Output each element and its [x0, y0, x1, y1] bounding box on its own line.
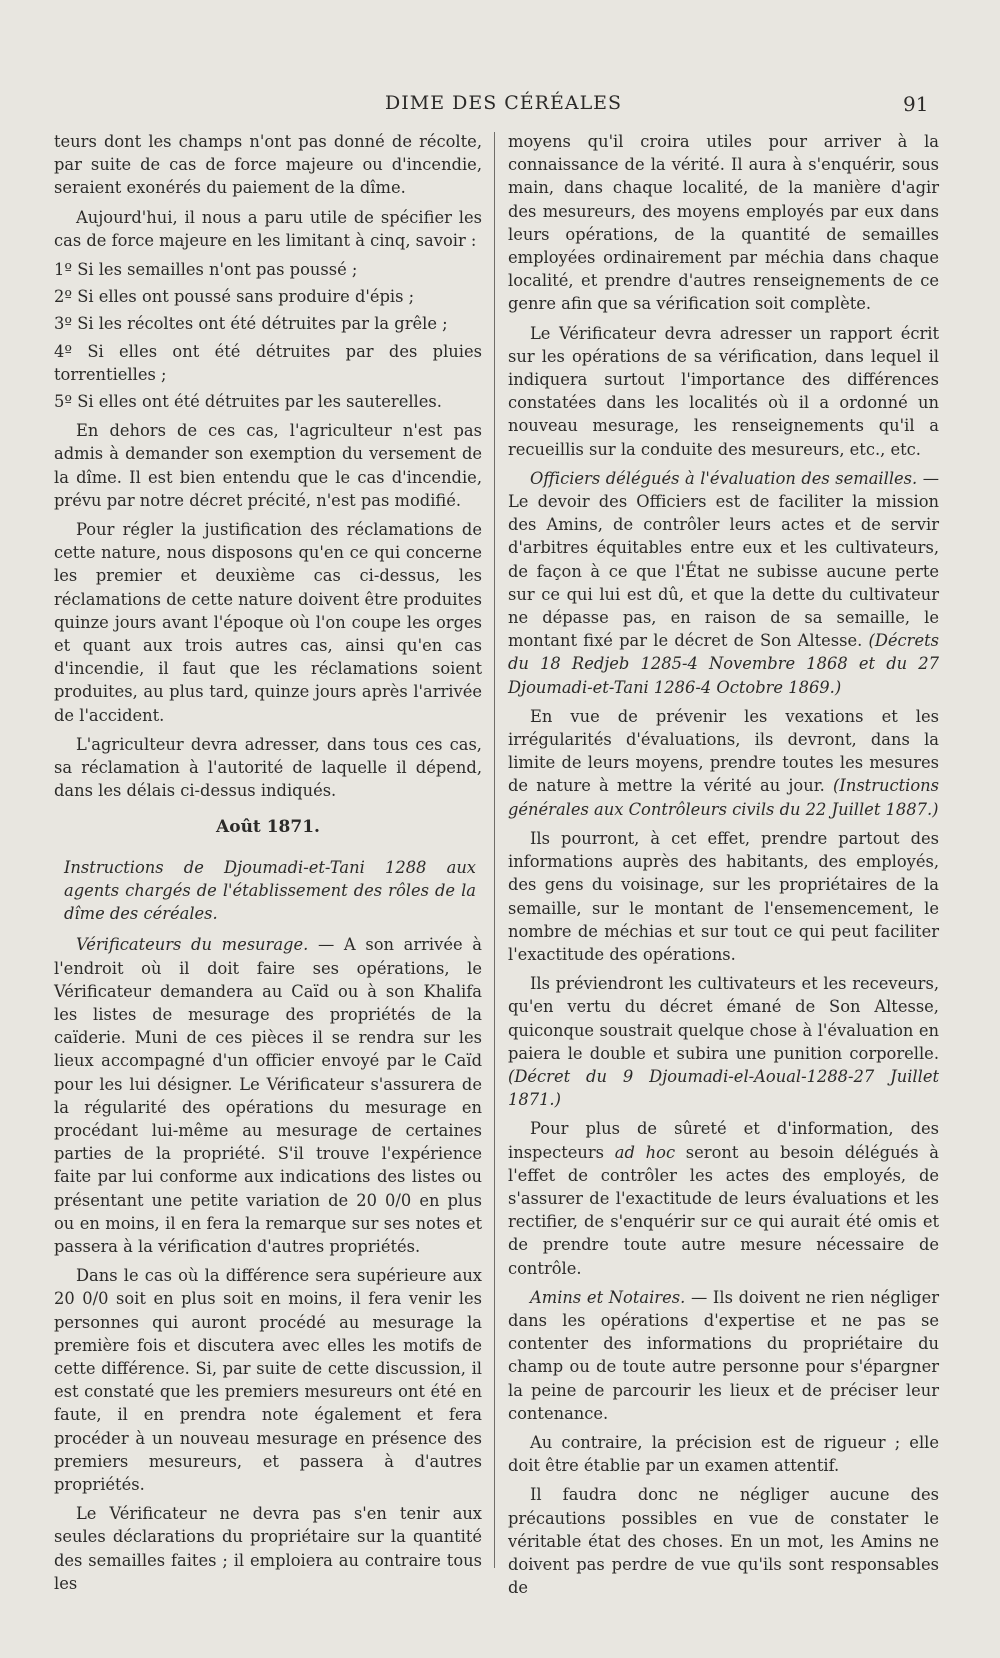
paragraph [508, 1286, 939, 1425]
running-title: DIME DES CÉRÉALES [385, 92, 623, 114]
paragraph [54, 933, 482, 1258]
paragraph: Le Vérificateur devra adresser un rapport écrit sur les opérations de sa vérification, dans lequel il indiquera surtout l'importance des différences constatées dans les localités où il a ordonné un nouveau mesurage, les renseignements qu'il a recueillis sur la conduite des mesureurs, etc., etc. [508, 323, 939, 459]
list-item: 1º Si les semailles n'ont pas poussé ; [54, 260, 358, 280]
left-column [54, 130, 482, 1601]
paragraph: Il faudra donc ne négliger aucune des précautions possibles en vue de constater le véritable état des choses. En un mot, les Amins ne doivent pas perdre de vue qu'ils sont responsables de [508, 1485, 939, 1598]
right-column [508, 130, 939, 1605]
paragraph: teurs dont les champs n'ont pas donné de récolte, par suite de cas de force majeure ou d'incendie, seraient exonérés du paiement de la dîme. [54, 132, 482, 198]
page-number: 91 [903, 92, 929, 116]
verificateurs-label: Vérificateurs du mesurage. [76, 935, 309, 955]
amins-text: — Ils doivent ne rien négliger dans les opérations d'expertise et ne pas se contenter des informations du propriétaire du champ ou de toute autre personne pour s'épargner la peine de parcourir les lieux et de préciser leur contenance. [508, 1287, 939, 1423]
inspecteurs-text-a: Pour plus de sûreté et d'information, des inspecteurs [508, 1119, 939, 1162]
amins-label: Amins et Notaires. [530, 1287, 686, 1307]
inspecteurs-text-b: seront au besoin délégués à l'effet de contrôler les actes des employés, de s'assurer de l'exactitude de leurs évaluations et les rectifier, de s'enquérir sur ce qui aurait été omis et de prendre toute autre mesure nécessaire de contrôle. [508, 1142, 939, 1278]
list-item: 2º Si elles ont poussé sans produire d'épis ; [54, 287, 415, 307]
officiers-text: — Le devoir des Officiers est de faciliter la mission des Amins, de contrôler leurs actes et de servir d'arbitres équitables entre eux et les cultivateurs, de façon à ce que l'État ne subisse aucune perte sur ce qui lui est dû, et que la dette du cultivateur ne dépasse pas, en raison de sa semaille, le montant fixé par le décret de Son Altesse. [508, 468, 939, 651]
paragraph: L'agriculteur devra adresser, dans tous ces cas, sa réclamation à l'autorité de laquelle il dépend, dans les délais ci-dessus indiqués. [54, 734, 482, 801]
paragraph [508, 467, 939, 699]
column-divider [494, 132, 495, 1568]
paragraph: En dehors de ces cas, l'agriculteur n'est pas admis à demander son exemption du versement de la dîme. Il est bien entendu que le cas d'incendie, prévu par notre décret précité, n'est pas modifié. [54, 421, 482, 510]
paragraph [508, 705, 939, 821]
page-header [0, 92, 1000, 126]
officiers-reference: (Décrets du 18 Redjeb 1285-4 Novembre 1868 et du 27 Djoumadi-et-Tani 1286-4 Octobre 1869.) [508, 631, 939, 697]
prevention-text: En vue de prévenir les vexations et les irrégularités d'évaluations, ils devront, dans la limite de leurs moyens, prendre toutes les mesures de nature à mettre la vérité au jour. [508, 706, 939, 796]
decret-reference: (Décret du 9 Djoumadi-el-Aoual-1288-27 Juillet 1871.) [508, 1066, 939, 1110]
instructions-heading: Instructions de Djoumadi-et-Tani 1288 aux agents chargés de l'établissement des rôles de la dîme des céréales. [64, 857, 476, 924]
paragraph: Aujourd'hui, il nous a paru utile de spécifier les cas de force majeure en les limitant à cinq, savoir : [54, 207, 482, 250]
paragraph: moyens qu'il croira utiles pour arriver à la connaissance de la vérité. Il aura à s'enquérir, sous main, dans chaque localité, de la manière d'agir des mesureurs, des moyens employés par eux dans leurs opérations, de la quantité de semailles employées ordinairement par méchia dans chaque localité, et prendre d'autres renseignements de ce genre afin que sa vérification soit complète. [508, 132, 939, 314]
prevenir-text: Ils préviendront les cultivateurs et les receveurs, qu'en vertu du décret émané de Son Altesse, quiconque soustrait quelque chose à l'évaluation en paiera le double et subira une punition corporelle. [508, 974, 939, 1063]
paragraph [508, 1117, 939, 1279]
officiers-label: Officiers délégués à l'évaluation des semailles. [530, 468, 918, 488]
section-title: Août 1871. [216, 817, 320, 838]
ad-hoc: ad hoc [614, 1142, 676, 1162]
verificateurs-text: — A son arrivée à l'endroit où il doit faire ses opérations, le Vérificateur demandera au Caïd ou à son Khalifa les listes de mesurage des propriétés de la caïderie. Muni de ces pièces il se rendra sur les lieux accompagné d'un officier envoyé par le Caïd pour les lui désigner. Le Vérificateur s'assurera de la régularité des opérations du mesurage en procédant lui-même au mesurage de certaines parties de la propriété. S'il trouve l'expérience faite par lui conforme aux indications des listes ou présentant une petite variation de 20 0/0 en plus ou en moins, il en fera la remarque sur ses notes et passera à la vérification d'autres propriétés. [54, 935, 482, 1256]
paragraph: Le Vérificateur ne devra pas s'en tenir aux seules déclarations du propriétaire sur la quantité des semailles faites ; il emploiera au contraire tous les [54, 1504, 482, 1593]
paragraph: Au contraire, la précision est de rigueur ; elle doit être établie par un examen attentif. [508, 1432, 939, 1476]
instructions-reference: (Instructions générales aux Contrôleurs civils du 22 Juillet 1887.) [508, 776, 939, 819]
force-majeure-list [54, 258, 482, 413]
paragraph: Dans le cas où la différence sera supérieure aux 20 0/0 soit en plus soit en moins, il fera venir les personnes qui auront procédé au mesurage la première fois et discutera avec elles les motifs de cette différence. Si, par suite de cette discussion, il est constaté que les premiers mesureurs ont été en faute, il en prendra note également et fera procéder à un nouveau mesurage en présence des premiers mesureurs, et passera à d'autres propriétés. [54, 1266, 482, 1494]
list-item: 3º Si les récoltes ont été détruites par la grêle ; [54, 314, 448, 334]
list-item: 4º Si elles ont été détruites par des pluies torrentielles ; [54, 341, 482, 384]
paragraph: Pour régler la justification des réclamations de cette nature, nous disposons qu'en ce qui concerne les premier et deuxième cas ci-dessus, les réclamations de cette nature doivent être produites quinze jours avant l'époque où l'on coupe les orges et quant aux trois autres cas, ainsi qu'en cas d'incendie, il faut que les réclamations soient produites, au plus tard, quinze jours après l'arrivée de l'accident. [54, 520, 482, 725]
list-item: 5º Si elles ont été détruites par les sauterelles. [54, 392, 442, 412]
paragraph: Ils pourront, à cet effet, prendre partout des informations auprès des habitants, des employés, des gens du voisinage, sur les propriétaires de la semaille, sur le montant de l'ensemencement, le nombre de méchias et sur tout ce qui peut faciliter l'exactitude des opérations. [508, 828, 939, 964]
paragraph [508, 972, 939, 1111]
